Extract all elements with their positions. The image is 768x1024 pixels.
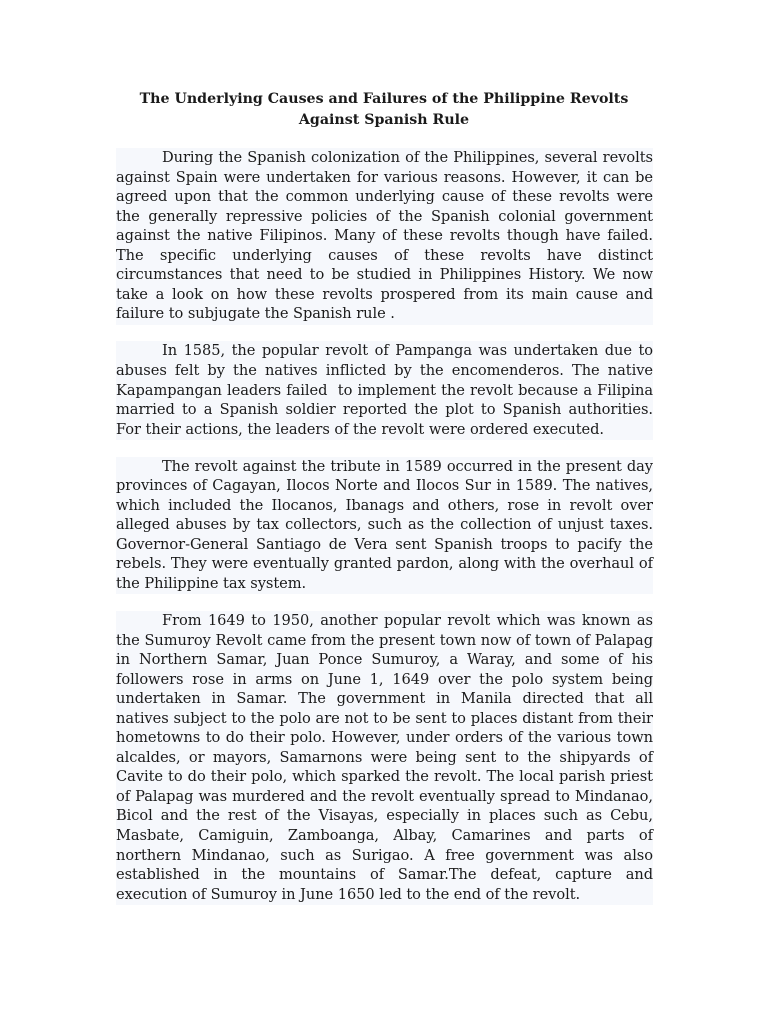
paragraph-pampanga-revolt: In 1585, the popular revolt of Pampanga was undertaken due to abuses felt by the natives inflicted by the encomenderos. The native Kapampangan leaders failed to implement the revolt because a Filipina married to a Spanish soldier reported the plot to Spanish authorities. For their actions, the leaders of the revolt were ordered executed. xyxy=(116,341,653,440)
document-body xyxy=(116,148,658,922)
title-line-1: The Underlying Causes and Failures of the Philippine Revolts xyxy=(139,91,629,107)
paragraph-intro: During the Spanish colonization of the Philippines, several revolts against Spain were undertaken for various reasons. However, it can be agreed upon that the common underlying cause of these revolts were the generally repressive policies of the Spanish colonial government against the native Filipinos. Many of these revolts though have failed. The specific underlying causes of these revolts have distinct circumstances that need to be studied in Philippines History. We now take a look on how these revolts prospered from its main cause and failure to subjugate the Spanish rule . xyxy=(116,148,653,325)
document-title xyxy=(100,89,668,131)
paragraph-sumuroy-revolt: From 1649 to 1950, another popular revolt which was known as the Sumuroy Revolt came from the present town now of town of Palapag in Northern Samar, Juan Ponce Sumuroy, a Waray, and some of his followers rose in arms on June 1, 1649 over the polo system being undertaken in Samar. The government in Manila directed that all natives subject to the polo are not to be sent to places distant from their hometowns to do their polo. However, under orders of the various town alcaldes, or mayors, Samarnons were being sent to the shipyards of Cavite to do their polo, which sparked the revolt. The local parish priest of Palapag was murdered and the revolt eventually spread to Mindanao, Bicol and the rest of the Visayas, especially in places such as Cebu, Masbate, Camiguin, Zamboanga, Albay, Camarines and parts of northern Mindanao, such as Surigao. A free government was also established in the mountains of Samar.The defeat, capture and execution of Sumuroy in June 1650 led to the end of the revolt. xyxy=(116,611,653,905)
paragraph-tribute-revolt: The revolt against the tribute in 1589 occurred in the present day provinces of Cagayan, Ilocos Norte and Ilocos Sur in 1589. The natives, which included the Ilocanos, Ibanags and others, rose in revolt over alleged abuses by tax collectors, such as the collection of unjust taxes. Governor-General Santiago de Vera sent Spanish troops to pacify the rebels. They were eventually granted pardon, along with the overhaul of the Philippine tax system. xyxy=(116,457,653,595)
title-line-2: Against Spanish Rule xyxy=(298,112,470,128)
